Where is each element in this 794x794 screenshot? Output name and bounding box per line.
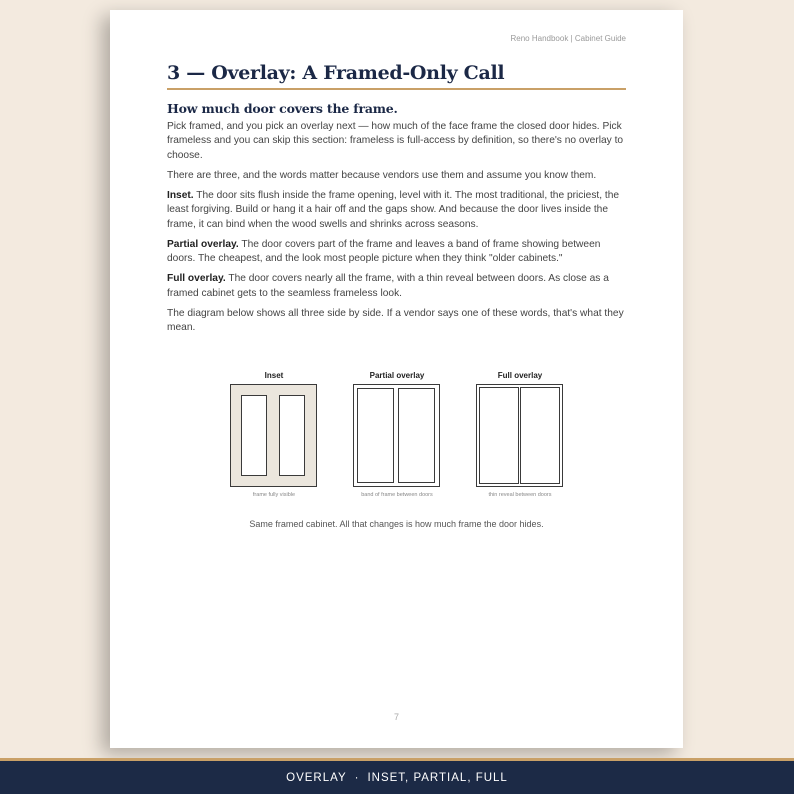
full-overlay-caption: thin reveal between doors [488, 492, 552, 498]
overlay-diagram [110, 370, 683, 530]
partial-text: The door covers part of the frame and leaves a band of frame showing between doors. The cheapest, and the look most people picture when they think "older cabinets." [167, 238, 601, 264]
full-text: The door covers nearly all the frame, with a thin reveal between doors. As close as a framed cabinet gets to the seamless frameless look. [167, 273, 609, 299]
partial-left-door [357, 388, 394, 483]
section-heading: How much door covers the frame. [167, 101, 398, 116]
footer-separator: · [354, 771, 360, 784]
inset-term: Inset. [167, 189, 194, 201]
partial-overlay-cabinet-frame [353, 384, 440, 487]
footer-topic: OVERLAY [286, 771, 347, 784]
page-number: 7 [393, 712, 399, 722]
inset-text: The door sits flush inside the frame opening, level with it. The most traditional, the priciest, the least forgiving. Build or hang it a hair off and the gaps show. And because the door lives inside the frame, it can bind when the wood swells and shrinks across seasons. [167, 189, 620, 230]
full-overlay-label: Full overlay [497, 371, 543, 380]
inset-left-door [241, 395, 267, 476]
chapter-title: 3 — Overlay: A Framed-Only Call [167, 62, 626, 90]
inset-panel [230, 370, 318, 498]
page-body [167, 102, 626, 341]
inset-cabinet-frame [230, 384, 317, 487]
footer-subtopics: INSET, PARTIAL, FULL [367, 771, 508, 784]
intro-paragraph: Pick framed, and you pick an overlay next — how much of the face frame the closed door hides. Pick frameless and you can skip this section: frameless is full-access by definition, so there's no overlay to choose. [167, 120, 624, 161]
full-overlay-panel [476, 370, 564, 498]
inset-label: Inset [264, 371, 284, 380]
partial-overlay-caption: band of frame between doors [361, 492, 433, 498]
footer-banner [0, 758, 794, 794]
diagram-intro-paragraph: The diagram below shows all three side by side. If a vendor says one of these words, that's what they mean. [167, 307, 624, 333]
partial-overlay-panel [353, 370, 441, 498]
full-right-door [520, 387, 560, 484]
inset-paragraph [167, 189, 626, 233]
partial-term: Partial overlay. [167, 238, 239, 250]
full-term: Full overlay. [167, 273, 226, 284]
three-types-paragraph: There are three, and the words matter because vendors use them and assume you know them. [167, 169, 597, 181]
inset-caption: frame fully visible [252, 492, 296, 498]
partial-right-door [398, 388, 435, 483]
partial-overlay-label: Partial overlay [369, 371, 425, 380]
full-paragraph [167, 272, 626, 301]
full-left-door [479, 387, 519, 484]
full-overlay-cabinet-frame [476, 384, 563, 487]
running-head: Reno Handbook | Cabinet Guide [510, 34, 626, 43]
inset-right-door [279, 395, 305, 476]
handbook-page [110, 10, 683, 748]
partial-paragraph [167, 238, 626, 267]
figure-caption: Same framed cabinet. All that changes is how much frame the door hides. [249, 519, 544, 529]
